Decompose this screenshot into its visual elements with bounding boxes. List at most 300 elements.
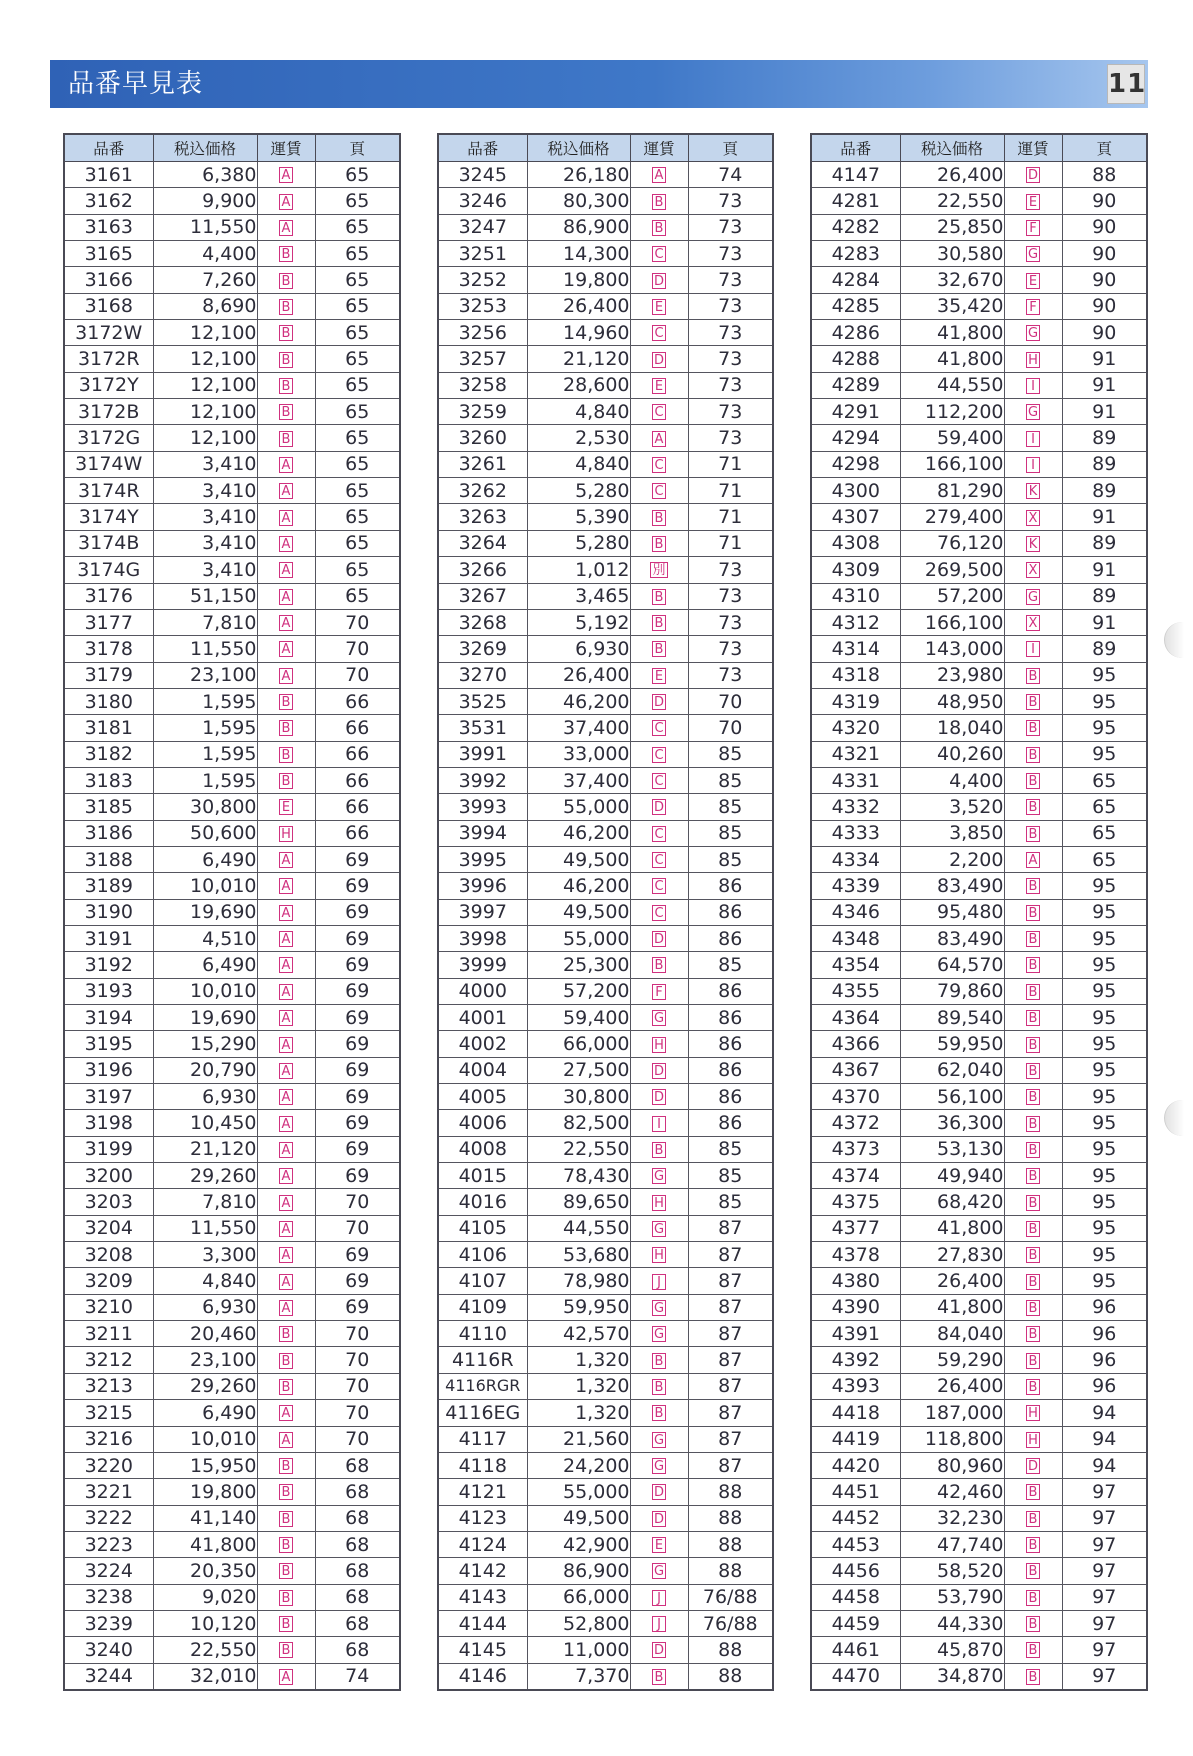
shipping-class-badge: B (279, 773, 293, 789)
page-ref: 65 (315, 557, 400, 583)
shipping-class (1004, 1637, 1062, 1663)
page-ref: 97 (1062, 1663, 1147, 1690)
shipping-class (630, 451, 688, 477)
price: 57,200 (900, 583, 1004, 609)
shipping-class (630, 1347, 688, 1373)
shipping-class-badge: B (279, 273, 293, 289)
table-row (811, 767, 1147, 793)
shipping-class-badge: B (1026, 1590, 1040, 1606)
shipping-class-badge: E (652, 1537, 666, 1553)
table-row (811, 978, 1147, 1004)
item-number: 3256 (438, 320, 527, 346)
table-row (811, 530, 1147, 556)
shipping-class-badge: B (1026, 1116, 1040, 1132)
price: 10,450 (153, 1110, 257, 1136)
shipping-class-badge: A (279, 668, 293, 684)
price: 11,000 (527, 1637, 630, 1663)
shipping-class-badge: A (279, 1010, 293, 1026)
page-ref: 89 (1062, 636, 1147, 662)
shipping-class (257, 583, 315, 609)
shipping-class-badge: I (1026, 457, 1040, 473)
shipping-class (257, 952, 315, 978)
table-row (438, 1321, 773, 1347)
shipping-class-badge: H (1026, 1432, 1040, 1448)
page-ref: 71 (688, 478, 773, 504)
shipping-class (257, 1215, 315, 1241)
item-number: 3997 (438, 899, 527, 925)
table-row (438, 1558, 773, 1584)
price: 56,100 (900, 1084, 1004, 1110)
item-number: 4354 (811, 952, 900, 978)
page-ref: 69 (315, 846, 400, 872)
page-ref: 73 (688, 662, 773, 688)
page-ref: 87 (688, 1268, 773, 1294)
table-row (438, 715, 773, 741)
table-row (438, 1637, 773, 1663)
price: 15,950 (153, 1452, 257, 1478)
table-row (811, 425, 1147, 451)
shipping-class-badge: B (652, 957, 666, 973)
shipping-class (257, 557, 315, 583)
shipping-class-badge: A (279, 1116, 293, 1132)
shipping-class-badge: B (279, 1326, 293, 1342)
item-number: 3165 (64, 241, 153, 267)
price: 12,100 (153, 372, 257, 398)
shipping-class-badge: G (653, 1300, 665, 1316)
table-row (64, 1163, 400, 1189)
shipping-class (630, 1294, 688, 1320)
table-row (811, 1347, 1147, 1373)
price: 25,850 (900, 214, 1004, 240)
shipping-class (630, 1136, 688, 1162)
shipping-class-badge: B (1026, 773, 1040, 789)
shipping-class (257, 794, 315, 820)
price: 49,500 (527, 846, 630, 872)
table-row (438, 162, 773, 188)
table-row (438, 1242, 773, 1268)
table-row (438, 557, 773, 583)
price: 187,000 (900, 1400, 1004, 1426)
page-ref: 86 (688, 925, 773, 951)
shipping-class-badge: B (279, 246, 293, 262)
shipping-class (257, 1452, 315, 1478)
price: 3,410 (153, 504, 257, 530)
shipping-class (1004, 873, 1062, 899)
page-ref: 95 (1062, 952, 1147, 978)
page-ref: 70 (315, 1189, 400, 1215)
table-row (438, 451, 773, 477)
shipping-class (257, 1610, 315, 1636)
item-number: 4118 (438, 1452, 527, 1478)
table-row (811, 557, 1147, 583)
shipping-class-badge: 別 (652, 563, 666, 579)
shipping-class-badge: E (652, 299, 666, 315)
page-ref: 95 (1062, 1084, 1147, 1110)
page-ref: 90 (1062, 214, 1147, 240)
price: 46,200 (527, 820, 630, 846)
shipping-class-badge: B (1026, 1642, 1040, 1658)
shipping-class-badge: B (1026, 957, 1040, 973)
shipping-class-badge: B (279, 1458, 293, 1474)
table-row (64, 873, 400, 899)
price: 4,510 (153, 925, 257, 951)
binder-hole-bottom (1164, 1100, 1193, 1136)
shipping-header: 運賃 (257, 134, 315, 162)
shipping-class (257, 530, 315, 556)
price: 19,800 (153, 1479, 257, 1505)
price: 118,800 (900, 1426, 1004, 1452)
shipping-class-badge: G (653, 1011, 665, 1027)
shipping-class-badge: B (1026, 1353, 1040, 1369)
price: 42,570 (527, 1321, 630, 1347)
shipping-class (630, 820, 688, 846)
table-row (64, 846, 400, 872)
shipping-class (257, 451, 315, 477)
shipping-class-badge: B (279, 1379, 293, 1395)
page-ref: 65 (315, 293, 400, 319)
shipping-class-badge: A (279, 1405, 293, 1421)
item-number: 3252 (438, 267, 527, 293)
page-ref: 96 (1062, 1321, 1147, 1347)
table-row (438, 1084, 773, 1110)
shipping-class (257, 504, 315, 530)
price: 37,400 (527, 715, 630, 741)
table-row (438, 530, 773, 556)
table-header-row (811, 134, 1147, 162)
shipping-class (1004, 1268, 1062, 1294)
item-number: 4142 (438, 1558, 527, 1584)
table-row (438, 1294, 773, 1320)
shipping-class-badge: E (1026, 273, 1040, 289)
table-row (811, 451, 1147, 477)
item-number: 3251 (438, 241, 527, 267)
table-row (64, 1347, 400, 1373)
shipping-class (257, 425, 315, 451)
item-number: 3209 (64, 1268, 153, 1294)
item-number: 4318 (811, 662, 900, 688)
price: 79,860 (900, 978, 1004, 1004)
shipping-class-badge: B (1026, 878, 1040, 894)
page-ref: 73 (688, 636, 773, 662)
page-ref: 70 (315, 636, 400, 662)
shipping-class-badge: G (1027, 247, 1039, 263)
price: 53,680 (527, 1242, 630, 1268)
item-number: 3192 (64, 952, 153, 978)
page-ref: 65 (315, 267, 400, 293)
shipping-class (630, 1505, 688, 1531)
table-row (811, 1452, 1147, 1478)
shipping-class (257, 1373, 315, 1399)
table-row (64, 293, 400, 319)
item-number: 4309 (811, 557, 900, 583)
shipping-class-badge: B (279, 299, 293, 315)
shipping-class (257, 478, 315, 504)
price: 55,000 (527, 794, 630, 820)
item-number: 4308 (811, 530, 900, 556)
item-number: 3525 (438, 688, 527, 714)
shipping-class-badge: C (652, 483, 666, 499)
shipping-class (1004, 662, 1062, 688)
shipping-class-badge: X (1026, 562, 1040, 578)
shipping-class (1004, 504, 1062, 530)
table-row (64, 662, 400, 688)
shipping-class-badge: K (1026, 536, 1040, 552)
price: 7,810 (153, 1189, 257, 1215)
price: 6,490 (153, 952, 257, 978)
page-ref: 95 (1062, 978, 1147, 1004)
price: 5,280 (527, 530, 630, 556)
item-number: 4312 (811, 609, 900, 635)
shipping-class (257, 293, 315, 319)
price: 32,670 (900, 267, 1004, 293)
price: 11,550 (153, 214, 257, 240)
page-ref: 71 (688, 504, 773, 530)
page-ref: 66 (315, 820, 400, 846)
table-row (64, 1268, 400, 1294)
item-number: 4286 (811, 320, 900, 346)
shipping-class-badge: A (279, 957, 293, 973)
shipping-class (257, 1426, 315, 1452)
shipping-class (630, 557, 688, 583)
item-number: 3174R (64, 478, 153, 504)
item-number: 4461 (811, 1637, 900, 1663)
price: 47,740 (900, 1531, 1004, 1557)
page-ref: 70 (688, 688, 773, 714)
item-number: 3224 (64, 1558, 153, 1584)
shipping-class (630, 267, 688, 293)
item-number: 4391 (811, 1321, 900, 1347)
price: 3,850 (900, 820, 1004, 846)
price: 80,300 (527, 188, 630, 214)
item-number: 3999 (438, 952, 527, 978)
item-number: 3196 (64, 1057, 153, 1083)
shipping-header: 運賃 (630, 134, 688, 162)
page-ref: 65 (315, 372, 400, 398)
item-number: 3190 (64, 899, 153, 925)
price: 269,500 (900, 557, 1004, 583)
shipping-class-badge: A (279, 615, 293, 631)
table-row (64, 1005, 400, 1031)
shipping-class (630, 1452, 688, 1478)
price: 78,430 (527, 1163, 630, 1189)
price: 1,595 (153, 741, 257, 767)
shipping-class-badge: A (279, 483, 293, 499)
shipping-class (1004, 1084, 1062, 1110)
price: 59,400 (527, 1005, 630, 1031)
item-number: 3262 (438, 478, 527, 504)
page-ref: 97 (1062, 1637, 1147, 1663)
page-ref: 94 (1062, 1452, 1147, 1478)
price: 21,120 (153, 1136, 257, 1162)
table-row (811, 1084, 1147, 1110)
price: 19,690 (153, 899, 257, 925)
shipping-class-badge: C (652, 878, 666, 894)
shipping-class-badge: D (1027, 1459, 1038, 1475)
table-row (438, 425, 773, 451)
shipping-class-badge: B (1026, 1511, 1040, 1527)
table-row (811, 214, 1147, 240)
shipping-class-badge: H (1026, 1405, 1040, 1421)
page-ref: 68 (315, 1558, 400, 1584)
table-row (811, 293, 1147, 319)
price: 86,900 (527, 1558, 630, 1584)
table-row (438, 1031, 773, 1057)
page-ref: 69 (315, 1005, 400, 1031)
price: 12,100 (153, 320, 257, 346)
page-ref: 96 (1062, 1373, 1147, 1399)
table-row (811, 1057, 1147, 1083)
price: 2,530 (527, 425, 630, 451)
item-number: 3261 (438, 451, 527, 477)
page-ref: 86 (688, 1005, 773, 1031)
shipping-class-badge: G (1027, 405, 1039, 421)
item-number: 4124 (438, 1531, 527, 1557)
table-row (438, 1268, 773, 1294)
page-ref: 74 (688, 162, 773, 188)
page-ref: 65 (1062, 767, 1147, 793)
page-ref: 69 (315, 1268, 400, 1294)
shipping-header: 運賃 (1004, 134, 1062, 162)
price: 10,120 (153, 1610, 257, 1636)
page-ref: 65 (1062, 820, 1147, 846)
shipping-class (1004, 346, 1062, 372)
table-header-row (64, 134, 400, 162)
shipping-class-badge: B (652, 1353, 666, 1369)
page-ref: 85 (688, 846, 773, 872)
price: 22,550 (900, 188, 1004, 214)
table-row (64, 530, 400, 556)
page-ref: 70 (315, 1400, 400, 1426)
page-ref: 91 (1062, 557, 1147, 583)
shipping-class (630, 1005, 688, 1031)
shipping-class-badge: B (279, 378, 293, 394)
item-number: 4453 (811, 1531, 900, 1557)
shipping-class (257, 1084, 315, 1110)
shipping-class-badge: B (652, 1379, 666, 1395)
price: 40,260 (900, 741, 1004, 767)
page-ref: 73 (688, 399, 773, 425)
table-row (438, 1531, 773, 1557)
shipping-class (1004, 1110, 1062, 1136)
page-ref: 73 (688, 583, 773, 609)
item-number: 4355 (811, 978, 900, 1004)
price: 26,400 (527, 293, 630, 319)
price: 59,950 (527, 1294, 630, 1320)
price: 80,960 (900, 1452, 1004, 1478)
price: 84,040 (900, 1321, 1004, 1347)
table-row (811, 1031, 1147, 1057)
shipping-class-badge: B (652, 1405, 666, 1421)
shipping-class (1004, 1347, 1062, 1373)
page-ref: 65 (315, 214, 400, 240)
shipping-class-badge: B (279, 1484, 293, 1500)
price: 6,930 (153, 1084, 257, 1110)
item-number: 3210 (64, 1294, 153, 1320)
page-ref: 95 (1062, 1110, 1147, 1136)
price: 59,290 (900, 1347, 1004, 1373)
shipping-class (257, 662, 315, 688)
item-number: 4374 (811, 1163, 900, 1189)
table-row (811, 688, 1147, 714)
shipping-class-badge: B (1026, 1089, 1040, 1105)
shipping-class-badge: A (279, 1221, 293, 1237)
page-ref: 87 (688, 1294, 773, 1320)
page-ref: 73 (688, 346, 773, 372)
item-number: 4367 (811, 1057, 900, 1083)
shipping-class-badge: G (653, 1564, 665, 1580)
item-number: 3263 (438, 504, 527, 530)
item-number: 3193 (64, 978, 153, 1004)
shipping-class-badge: B (1026, 1010, 1040, 1026)
shipping-class (257, 320, 315, 346)
item-number: 4294 (811, 425, 900, 451)
table-row (811, 1426, 1147, 1452)
item-number: 4001 (438, 1005, 527, 1031)
shipping-class (1004, 609, 1062, 635)
page-ref: 69 (315, 978, 400, 1004)
shipping-class-badge: D (1027, 168, 1038, 184)
price: 3,300 (153, 1242, 257, 1268)
shipping-class-badge: D (653, 1485, 664, 1501)
page-ref: 66 (315, 715, 400, 741)
item-number: 4470 (811, 1663, 900, 1690)
shipping-class-badge: B (279, 1590, 293, 1606)
shipping-class (630, 320, 688, 346)
price: 26,180 (527, 162, 630, 188)
shipping-class (257, 715, 315, 741)
price: 3,410 (153, 557, 257, 583)
price: 3,465 (527, 583, 630, 609)
item-number: 3259 (438, 399, 527, 425)
table-header-row (438, 134, 773, 162)
page-ref: 71 (688, 451, 773, 477)
shipping-class (630, 873, 688, 899)
table-row (438, 925, 773, 951)
price: 10,010 (153, 1426, 257, 1452)
table-row (64, 1663, 400, 1690)
shipping-class (1004, 399, 1062, 425)
page-ref: 89 (1062, 530, 1147, 556)
item-number: 3174B (64, 530, 153, 556)
shipping-class-badge: B (279, 1563, 293, 1579)
table-row (438, 609, 773, 635)
page-ref: 95 (1062, 1215, 1147, 1241)
table-row (811, 1242, 1147, 1268)
price: 59,950 (900, 1031, 1004, 1057)
item-number: 4006 (438, 1110, 527, 1136)
shipping-class-badge: G (653, 1432, 665, 1448)
shipping-class (1004, 241, 1062, 267)
item-number: 4366 (811, 1031, 900, 1057)
item-number: 4281 (811, 188, 900, 214)
price: 7,370 (527, 1663, 630, 1690)
table-row (438, 1426, 773, 1452)
item-number: 4390 (811, 1294, 900, 1320)
item-number: 3200 (64, 1163, 153, 1189)
shipping-class (630, 1110, 688, 1136)
page-ref: 88 (688, 1479, 773, 1505)
page-ref: 73 (688, 425, 773, 451)
shipping-class-badge: E (1026, 194, 1040, 210)
page-ref: 85 (688, 1163, 773, 1189)
shipping-class-badge: C (652, 457, 666, 473)
shipping-class (630, 1189, 688, 1215)
item-number: 3188 (64, 846, 153, 872)
shipping-class-badge: A (279, 1300, 293, 1316)
shipping-class-badge: B (279, 1537, 293, 1553)
price: 12,100 (153, 399, 257, 425)
price: 95,480 (900, 899, 1004, 925)
